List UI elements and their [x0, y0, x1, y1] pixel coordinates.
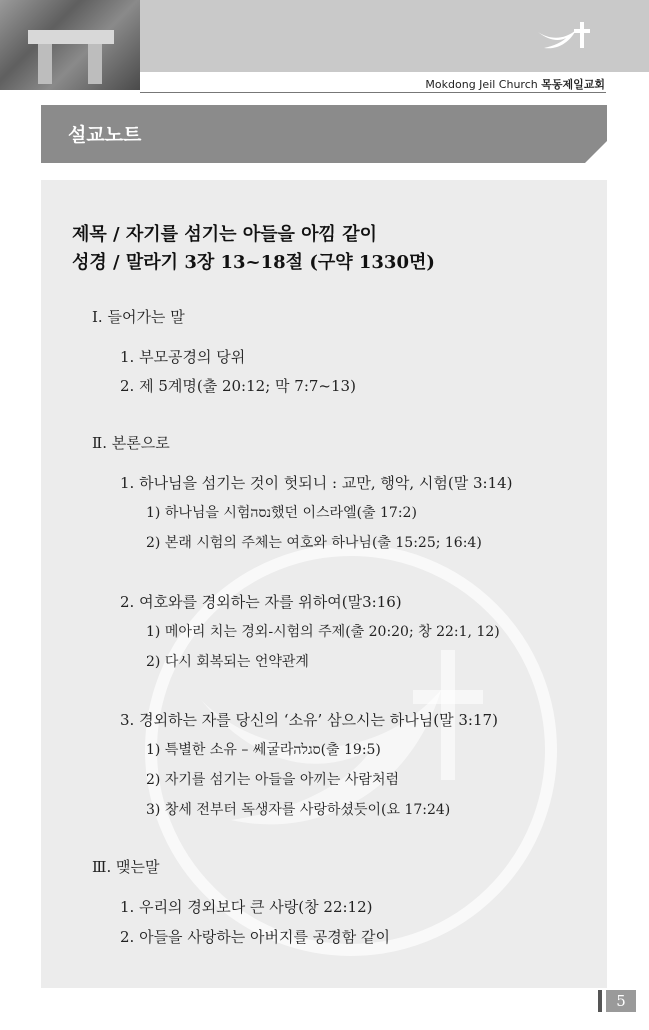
outline-item: 2. 아들을 사랑하는 아버지를 공경함 같이: [120, 928, 390, 946]
corner-triangle-icon: [585, 141, 607, 163]
page-number: 5: [606, 990, 636, 1012]
outline-subitem: 2) 자기를 섬기는 아들을 아끼는 사람처럼: [146, 772, 400, 788]
sermon-title: 제목 / 자기를 섬기는 아들을 아낌 같이: [72, 224, 377, 245]
church-name: [425, 76, 605, 92]
outline-subitem: 1) 특별한 소유 – 쎄굴라סגלה(출 19:5): [146, 742, 381, 758]
header-photo: [0, 0, 140, 90]
photo-bench-leg: [38, 44, 52, 84]
sermon-scripture: 성경 / 말라기 3장 13~18절 (구약 1330면): [72, 252, 435, 273]
outline-item: 1. 하나님을 섬기는 것이 헛되니 : 교만, 행악, 시험(말 3:14): [120, 474, 513, 492]
outline-heading-2: Ⅱ. 본론으로: [92, 434, 170, 452]
outline-item: 2. 여호와를 경외하는 자를 위하여(말3:16): [120, 593, 402, 611]
church-name-en: Mokdong Jeil Church: [425, 78, 538, 91]
church-name-ko: 목동제일교회: [541, 78, 605, 91]
outline-item: 1. 우리의 경외보다 큰 사랑(창 22:12): [120, 898, 373, 916]
outline-subitem: 2) 다시 회복되는 언약관계: [146, 654, 309, 670]
outline-subitem: 1) 하나님을 시험נסה했던 이스라엘(출 17:2): [146, 505, 417, 521]
photo-bench-leg: [88, 44, 102, 84]
outline-subitem: 2) 본래 시험의 주체는 여호와 하나님(출 15:25; 16:4): [146, 535, 482, 551]
dove-cross-logo-icon: [536, 18, 598, 60]
outline-heading-1: Ⅰ. 들어가는 말: [92, 308, 185, 326]
outline-item: 1. 부모공경의 당위: [120, 348, 246, 366]
page-number-marker: [598, 990, 602, 1012]
outline-subitem: 1) 메아리 치는 경외-시험의 주제(출 20:20; 창 22:1, 12): [146, 624, 500, 640]
outline-item: 3. 경외하는 자를 당신의 ‘소유’ 삼으시는 하나님(말 3:17): [120, 711, 498, 729]
outline-heading-3: Ⅲ. 맺는말: [92, 858, 160, 876]
section-title: 설교노트: [68, 124, 142, 146]
outline-item: 2. 제 5계명(출 20:12; 막 7:7~13): [120, 377, 356, 395]
photo-bench-top: [28, 30, 114, 44]
outline-subitem: 3) 창세 전부터 독생자를 사랑하셨듯이(요 17:24): [146, 802, 451, 818]
